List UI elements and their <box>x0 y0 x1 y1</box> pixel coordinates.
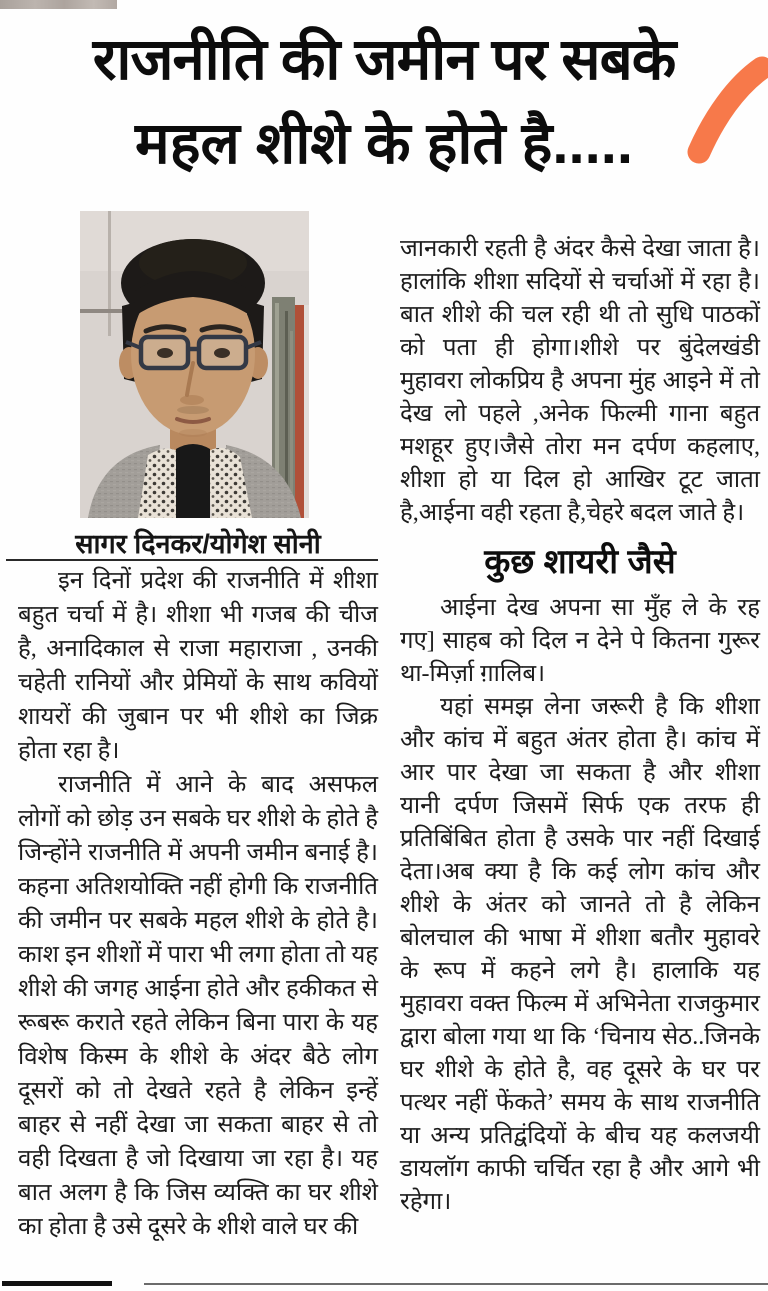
bottom-rule-left <box>2 1281 112 1286</box>
body-paragraph: यहां समझ लेना जरूरी है कि शीशा और कांच में बहुत अंतर होता है। कांच में आर पार देखा जा सकता है और शीशा यानी दर्पण जिसमें सिर्फ एक तरफ ही प्रतिबिंबित होता है उसके पार नहीं दिखाई देता।अब क्या है कि कई लोग कांच और शीशे के अंतर को जानते तो है लेकिन बोलचाल की भाषा में शीशा बतौर मुहावरे के रूप में कहने लगे है। हालाकि यह मुहावरा वक्त फिल्म में अभिनेता राजकुमार द्वारा बोला गया था कि ‘चिनाय सेठ..जिनके घर शीशे के होते है, वह दूसरे के घर पर पत्थर नहीं फेंकते’ समय के साथ राजनीति या अन्य प्रतिद्वंदियों के बीच यह कलजयी डायलॉग काफी चर्चित रहा है और आगे भी रहेगा। <box>400 694 760 1215</box>
headline-line-1: राजनीति की जमीन पर सबके <box>92 27 676 92</box>
body-paragraph: जानकारी रहती है अंदर कैसे देखा जाता है। हालांकि शीशा सदियों से चर्चाओं में रहा है।बात शीशे की चल रही थी तो सुधि पाठकों को पता ही होगा।शीशे पर बुंदेलखंडी मुहावरा लोकप्रिय है अपना मुंह आइने में तो देख लो पहले ,अनेक फिल्मी गाना बहुत मशहूर हुए।जैसे तोरा मन दर्पण कहलाए, शीशा हो या दिल हो आखिर टूट जाता है,आईना वही रहता है,चेहरे बदल जाते है। <box>400 236 760 526</box>
headline-line-2: महल शीशे के होते है..... <box>135 111 633 176</box>
scan-artifact-strip <box>0 0 117 9</box>
left-column <box>18 564 378 1244</box>
byline: सागर दिनकर/योगेश सोनी <box>75 529 321 559</box>
body-paragraph: इन दिनों प्रदेश की राजनीति में शीशा बहुत चर्चा में है। शीशा भी गजब की चीज है, अनादिकाल से राजा महाराजा , उनकी चहेती रानियों और प्रेमियों के साथ कवियों शायरों की जुबान पर भी शीशे का जिक्र होता रहा है। <box>18 568 378 764</box>
author-photo <box>80 211 309 518</box>
article-headline <box>0 18 768 186</box>
subheading: कुछ शायरी जैसे <box>484 543 676 581</box>
orange-accent-stroke-icon <box>684 56 768 168</box>
byline-rule <box>6 559 378 561</box>
body-paragraph: आईना देख अपना सा मुँह ले के रह गए] साहब को दिल न देने पे कितना गुरूर था-मिर्ज़ा ग़ालिब। <box>400 595 760 687</box>
right-column <box>400 233 760 1219</box>
bottom-rule-right <box>144 1283 768 1285</box>
body-paragraph: राजनीति में आने के बाद असफल लोगों को छोड़ उन सबके घर शीशे के होते है जिन्होंने राजनीति में अपनी जमीन बनाई है। कहना अतिशयोक्ति नहीं होगी कि राजनीति की जमीन पर सबके महल शीशे के होते है।काश इन शीशों में पारा भी लगा होता तो यह शीशे की जगह आईना होते और हकीकत से रूबरू कराते रहते लेकिन बिना पारा के यह विशेष किस्म के शीशे के अंदर बैठे लोग दूसरों को तो देखते रहते है लेकिन इन्हें बाहर से नहीं देखा जा सकता बाहर से तो वही दिखता है जो दिखाया जा रहा है। यह बात अलग है कि जिस व्यक्ति का घर शीशे का होता है उसे दूसरे के शीशे वाले घर की <box>18 772 378 1240</box>
